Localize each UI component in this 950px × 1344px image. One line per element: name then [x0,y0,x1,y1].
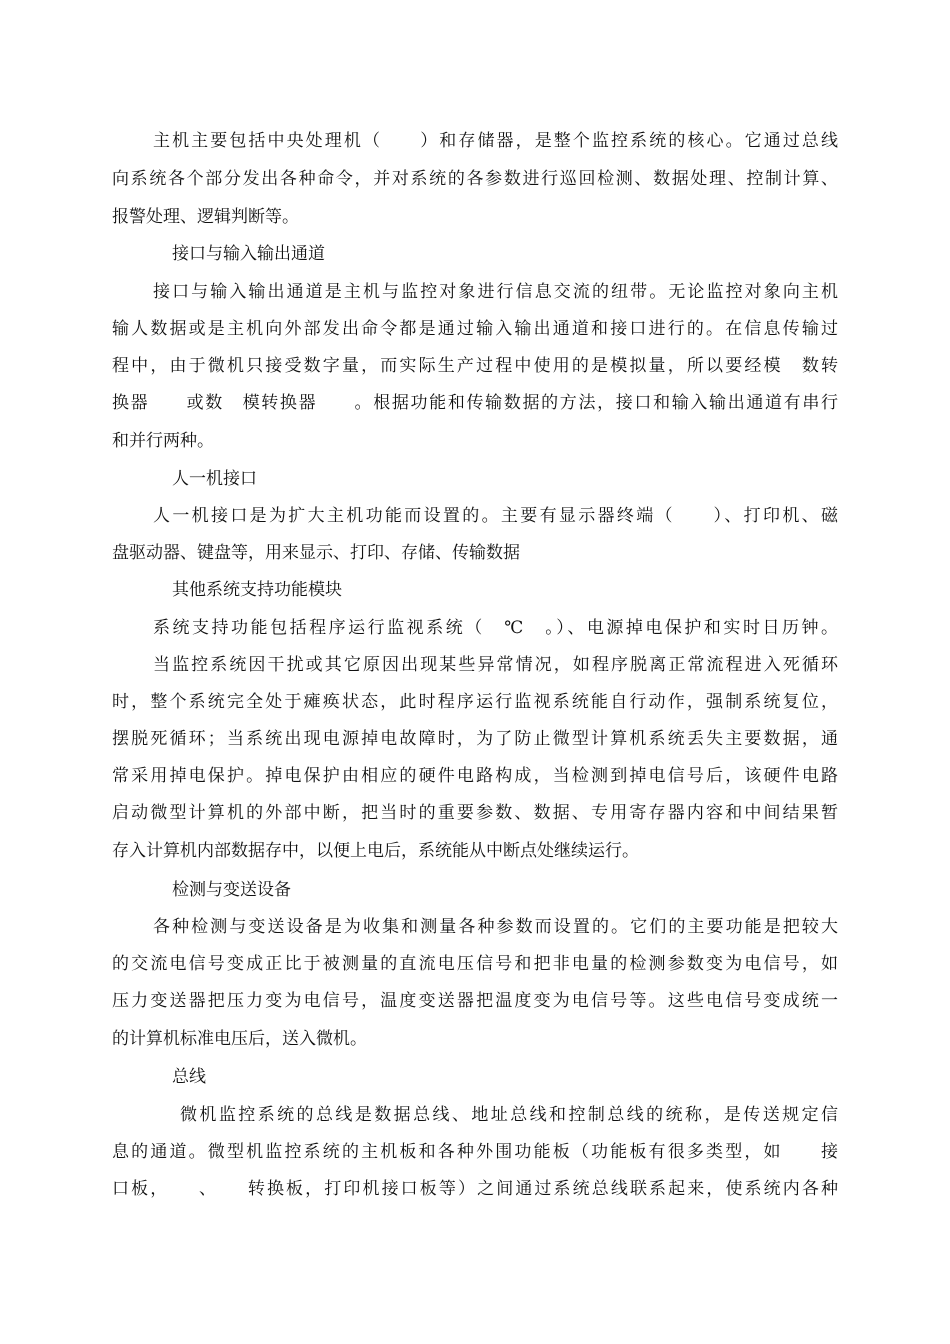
paragraph-line: 和并行两种。 [112,431,214,451]
paragraph-line: 压力变送器把压力变为电信号，温度变送器把温度变为电信号等。这些电信号变成统一 [112,991,838,1011]
paragraph-line: 向系统各个部分发出各种命令，并对系统的各参数进行巡回检测、数据处理、控制计算、 [112,169,838,189]
paragraph-line: 系统支持功能包括程序运行监视系统（ ℃ 。）、电源掉电保护和实时日历钟。 [153,618,838,638]
paragraph-line: 各种检测与变送设备是为收集和测量各种参数而设置的。它们的主要功能是把较大 [153,917,838,937]
paragraph-line: 常采用掉电保护。掉电保护由相应的硬件电路构成，当检测到掉电信号后，该硬件电路 [112,766,838,786]
paragraph-line: 盘驱动器、键盘等，用来显示、打印、存储、传输数据 [112,543,520,563]
paragraph-line: 摆脱死循环；当系统出现电源掉电故障时，为了防止微型计算机系统丢失主要数据，通 [112,729,838,749]
section-heading: 总线 [172,1067,206,1087]
paragraph-line: 的计算机标准电压后，送入微机。 [112,1029,367,1049]
paragraph-line: 人一机接口是为扩大主机功能而设置的。主要有显示器终端（ ）、打印机、磁 [153,506,838,526]
paragraph-line: 接口与输入输出通道是主机与监控对象进行信息交流的纽带。无论监控对象向主机 [153,282,838,302]
section-heading: 人一机接口 [172,469,257,489]
paragraph-line: 主机主要包括中央处理机（ ）和存储器，是整个监控系统的核心。它通过总线 [153,131,838,151]
paragraph-line: 存入计算机内部数据存中，以便上电后，系统能从中断点处继续运行。 [112,841,639,861]
paragraph-line: 时，整个系统完全处于瘫痪状态，此时程序运行监视系统能自行动作，强制系统复位， [112,692,838,712]
section-heading: 检测与变送设备 [172,880,291,900]
paragraph-line: 口板， 、 转换板，打印机接口板等）之间通过系统总线联系起来，使系统内各种 [112,1179,838,1199]
paragraph-line: 的交流电信号变成正比于被测量的直流电压信号和把非电量的检测参数变为电信号，如 [112,954,838,974]
paragraph-line: 微机监控系统的总线是数据总线、地址总线和控制总线的统称，是传送规定信 [180,1105,838,1125]
section-heading: 其他系统支持功能模块 [172,580,342,600]
paragraph-line: 输人数据或是主机向外部发出命令都是通过输入输出通道和接口进行的。在信息传输过 [112,319,838,339]
paragraph-line: 启动微型计算机的外部中断，把当时的重要参数、数据、专用寄存器内容和中间结果暂 [112,803,838,823]
paragraph-line: 当监控系统因干扰或其它原因出现某些异常情况，如程序脱离正常流程进入死循环 [153,655,838,675]
paragraph-line: 程中，由于微机只接受数字量，而实际生产过程中使用的是模拟量，所以要经模 数转 [112,356,838,376]
paragraph-line: 报警处理、逻辑判断等。 [112,207,299,227]
paragraph-line: 换器 或数 模转换器 。根据功能和传输数据的方法，接口和输入输出通道有串行 [112,393,838,413]
section-heading: 接口与输入输出通道 [172,244,325,264]
paragraph-line: 息的通道。微型机监控系统的主机板和各种外围功能板（功能板有很多类型，如 接 [112,1142,838,1162]
